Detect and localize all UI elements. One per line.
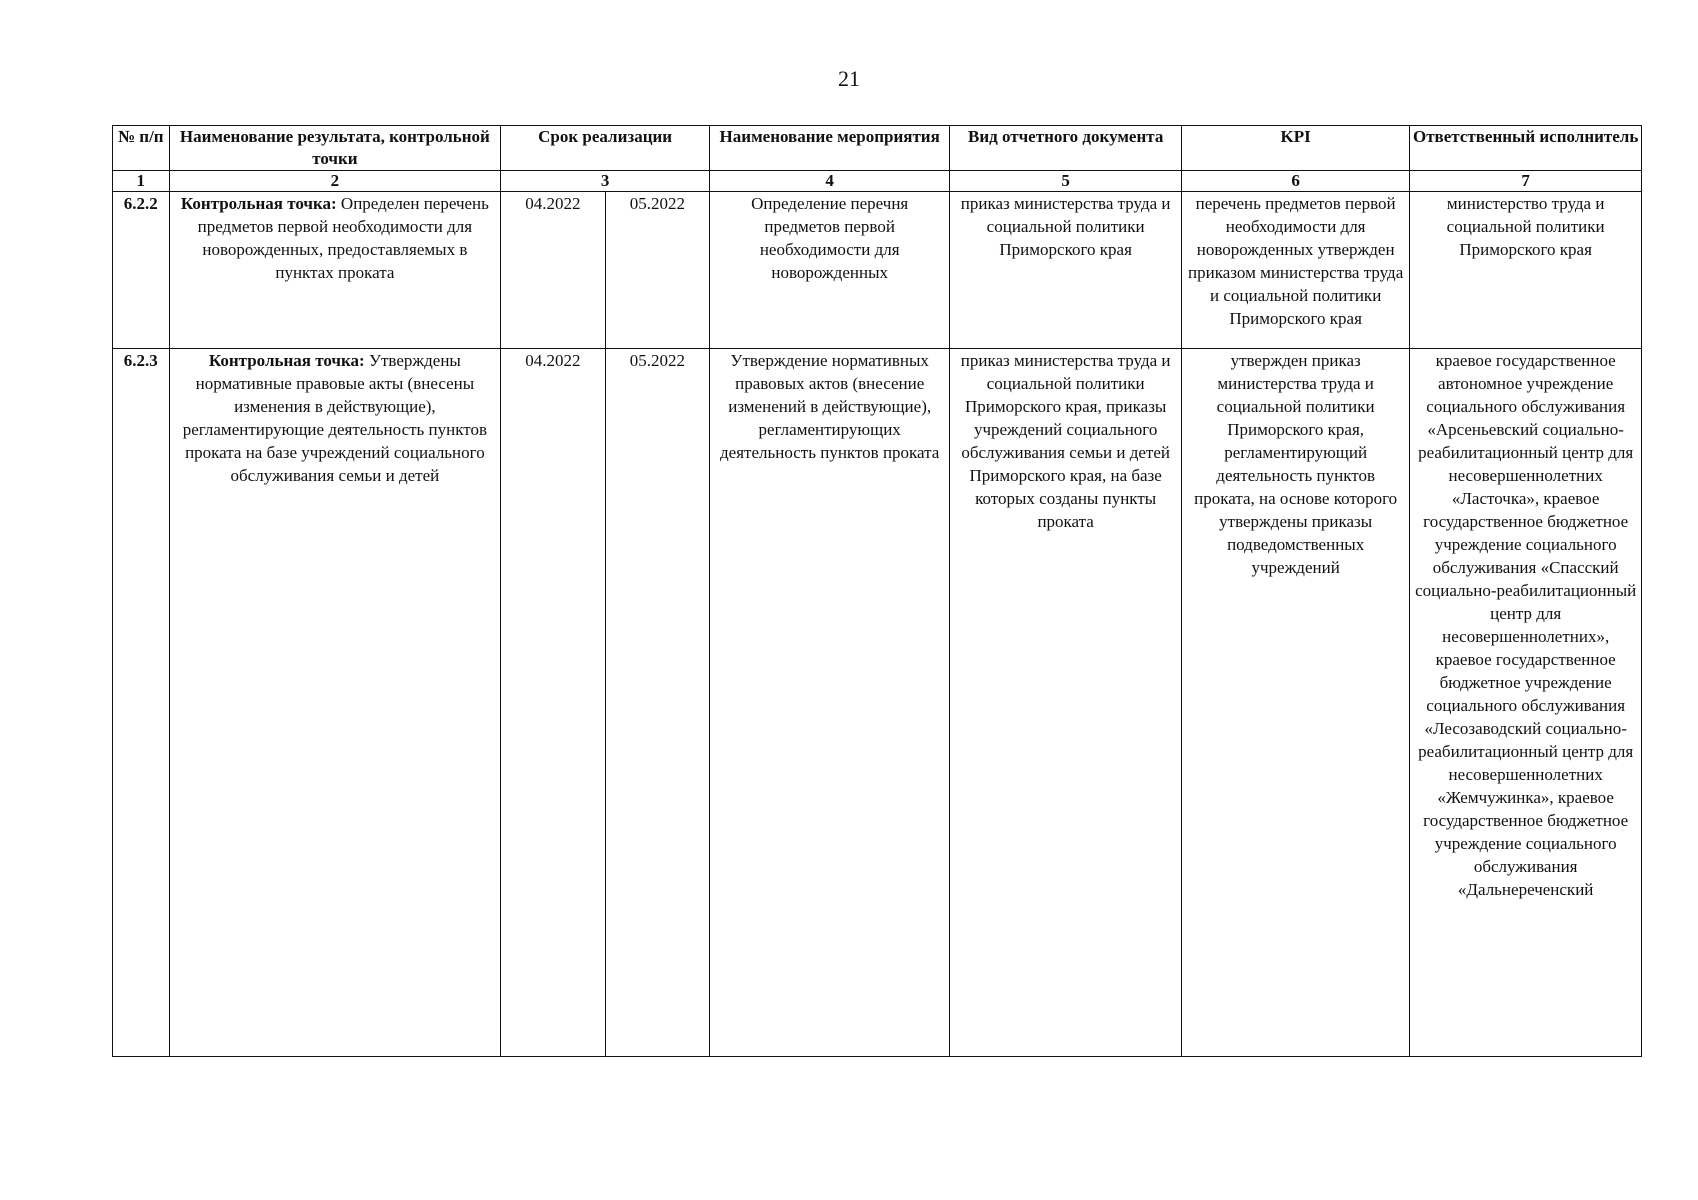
plan-table — [112, 125, 1642, 1057]
header-event: Наименование мероприятия — [710, 126, 950, 171]
header-executor: Ответственный исполнитель — [1410, 126, 1642, 171]
header-term: Срок реализации — [501, 126, 710, 171]
document-cell: приказ министерства труда и социальной политики Приморского края, приказы учреждений социального обслуживания семьи и детей Приморского края, на базе которых созданы пункты проката — [950, 349, 1182, 1057]
row-number: 6.2.2 — [113, 192, 170, 349]
result-cell — [169, 192, 501, 349]
header-kpi: KPI — [1181, 126, 1409, 171]
row-number: 6.2.3 — [113, 349, 170, 1057]
result-cell — [169, 349, 501, 1057]
column-number: 2 — [169, 171, 501, 192]
start-date: 04.2022 — [501, 192, 605, 349]
start-date: 04.2022 — [501, 349, 605, 1057]
event-cell: Определение перечня предметов первой необходимости для новорожденных — [710, 192, 950, 349]
header-no: № п/п — [113, 126, 170, 171]
kpi-cell: перечень предметов первой необходимости для новорожденных утвержден приказом министерства труда и социальной политики Приморского края — [1181, 192, 1409, 349]
end-date: 05.2022 — [605, 192, 709, 349]
end-date: 05.2022 — [605, 349, 709, 1057]
table-row — [113, 349, 1642, 1057]
column-number-row — [113, 171, 1642, 192]
control-point-label: Контрольная точка: — [180, 194, 337, 213]
header-row — [113, 126, 1642, 171]
result-text: Утверждены нормативные правовые акты (внесены изменения в действующие), регламентирующие деятельность пунктов проката на базе учреждений социального обслуживания семьи и детей — [182, 351, 488, 485]
control-point-label: Контрольная точка: — [208, 351, 365, 370]
event-cell: Утверждение нормативных правовых актов (внесение изменений в действующие), регламентирующих деятельность пунктов проката — [710, 349, 950, 1057]
column-number: 4 — [710, 171, 950, 192]
page-number: 21 — [838, 66, 860, 91]
kpi-cell: утвержден приказ министерства труда и социальной политики Приморского края, регламентирующий деятельность пунктов проката, на основе которого утверждены приказы подведомственных учреждений — [1181, 349, 1409, 1057]
column-number: 6 — [1181, 171, 1409, 192]
column-number: 3 — [501, 171, 710, 192]
document-cell: приказ министерства труда и социальной политики Приморского края — [950, 192, 1182, 349]
executor-cell: министерство труда и социальной политики Приморского края — [1410, 192, 1642, 349]
table-row — [113, 192, 1642, 349]
executor-cell: краевое государственное автономное учреждение социального обслуживания «Арсеньевский социально-реабилитационный центр для несовершеннолетних «Ласточка», краевое государственное бюджетное учреждение социального обслуживания «Спасский социально-реабилитационный центр для несовершеннолетних», краевое государственное бюджетное учреждение социального обслуживания «Лесозаводский социально-реабилитационный центр для несовершеннолетних «Жемчужинка», краевое государственное бюджетное учреждение социального обслуживания «Дальнереченский — [1410, 349, 1642, 1057]
column-number: 7 — [1410, 171, 1642, 192]
result-text: Определен перечень предметов первой необходимости для новорожденных, предоставляемых в пунктах проката — [197, 194, 489, 282]
column-number: 5 — [950, 171, 1182, 192]
header-doc: Вид отчетного документа — [950, 126, 1182, 171]
column-number: 1 — [113, 171, 170, 192]
header-result: Наименование результата, контрольной точки — [169, 126, 501, 171]
